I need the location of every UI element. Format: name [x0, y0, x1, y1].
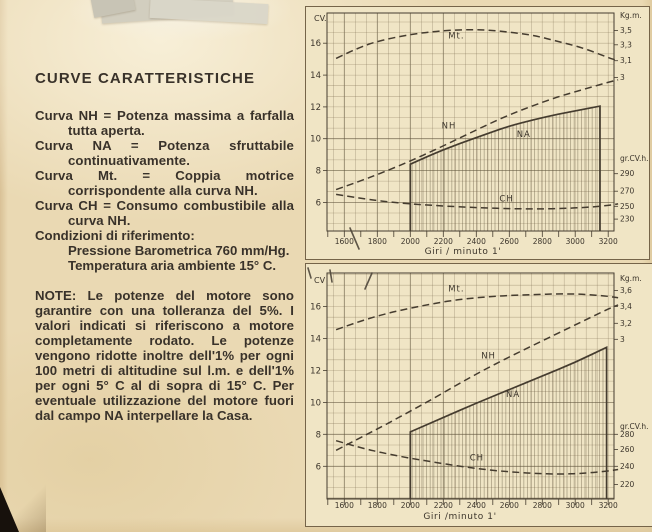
conditions-line: Temperatura aria ambiente 15° C.	[68, 258, 277, 273]
curve-label-na: NA	[506, 389, 521, 400]
right-tick-label: 3,5	[620, 26, 632, 35]
right-tick-label: 3,2	[620, 318, 632, 328]
right-tick-label: 3	[620, 334, 625, 344]
x-tick-label: 2200	[433, 501, 453, 510]
pen-mark	[308, 268, 311, 278]
curve-label-ch: CH	[469, 453, 485, 464]
right-axis-title: gr.CV.h.	[620, 154, 649, 164]
x-tick-label: 2800	[532, 237, 552, 246]
x-tick-label: 3200	[598, 501, 618, 510]
na-field-hatch	[410, 347, 606, 499]
right-tick-label: 3,4	[620, 302, 632, 311]
engine-curves-chart-bottom	[306, 264, 652, 526]
x-tick-label: 1600	[334, 237, 354, 246]
text-column	[35, 70, 294, 423]
y-tick-label: 16	[310, 39, 321, 50]
curve-mt	[336, 30, 618, 61]
curve-label-nh: NH	[441, 121, 457, 132]
note-text: Le potenze del motore sono garantire con una tolleranza del 5%. I valori indicati si riferiscono a motore completamente rodato. Le potenze vengono ridotte inoltre dell'1% per ogni 100 metri di altitudine sul l.m. e dell'1% per ogni 5° C al di sopra di 15° C. Per eventuale utilizzazione del motore fuori dal campo NA interpellare la Casa.	[35, 288, 294, 423]
curve-label-mt: Mt.	[448, 31, 465, 42]
legend-term: Curva NH	[35, 108, 98, 123]
y-tick-label: 16	[310, 302, 321, 313]
right-tick-label: 280	[620, 429, 635, 439]
y-tick-label: 8	[315, 166, 321, 177]
conditions-title: Condizioni di riferimento:	[35, 228, 195, 243]
page-title: CURVE CARATTERISTICHE	[35, 70, 256, 87]
legend-term: Curva CH	[35, 198, 98, 213]
y-tick-label: 8	[315, 430, 321, 441]
pen-mark	[330, 270, 332, 282]
engine-curves-chart-top	[306, 7, 649, 259]
note-paragraph	[35, 288, 294, 423]
legend-desc: = Potenza massima a farfalla tutta aperta.	[68, 108, 295, 138]
x-tick-label: 3200	[598, 237, 618, 246]
y-tick-label: 10	[310, 398, 321, 409]
legend-item-ch	[35, 198, 294, 228]
right-tick-label: 3,6	[620, 286, 632, 296]
y-tick-label: 12	[310, 366, 321, 377]
legend-desc: = Potenza sfruttabile continuativamente.	[68, 138, 294, 168]
legend-desc: = Coppia motrice corrispondente alla curva NH.	[68, 168, 295, 198]
curve-label-na: NA	[516, 130, 531, 141]
right-tick-label: 230	[620, 214, 635, 224]
x-tick-label: 2200	[433, 237, 453, 246]
right-tick-label: 270	[620, 186, 635, 196]
legend-term: Curva NA	[35, 138, 112, 153]
legend-term: Curva Mt.	[35, 168, 118, 183]
x-tick-label: 2800	[532, 501, 552, 510]
right-tick-label: 3,3	[620, 40, 632, 50]
chart-bottom-panel	[305, 263, 652, 527]
legend-item-mt	[35, 168, 294, 198]
right-tick-label: 220	[620, 480, 635, 490]
na-field-hatch	[410, 106, 600, 231]
right-tick-label: 290	[620, 169, 635, 179]
right-tick-label: 240	[620, 461, 635, 471]
right-tick-label: 3	[620, 72, 625, 82]
x-tick-label: 2400	[466, 501, 486, 510]
y-tick-label: 6	[315, 462, 321, 473]
right-tick-label: 250	[620, 201, 635, 211]
x-tick-label: 2400	[466, 237, 486, 246]
legend-desc: = Consumo combustibile alla curva NH.	[68, 198, 295, 228]
x-tick-label: 1800	[367, 237, 387, 246]
legend-item-na	[35, 138, 294, 168]
x-tick-label: 1600	[334, 501, 354, 510]
x-tick-label: 3000	[565, 501, 585, 510]
chart-top-panel	[305, 6, 650, 260]
x-tick-label: 1800	[367, 501, 387, 510]
y-axis-title-cv: CV	[314, 276, 326, 285]
x-tick-label: 2600	[499, 237, 519, 246]
x-tick-label: 2000	[400, 237, 420, 246]
note-label: NOTE:	[35, 288, 77, 303]
x-axis-title: Giri /minuto 1'	[423, 512, 497, 522]
y-tick-label: 14	[310, 71, 321, 82]
y-tick-label: 10	[310, 134, 321, 145]
y-tick-label: 6	[315, 198, 321, 209]
legend-item-nh	[35, 108, 294, 138]
conditions-line: Pressione Barometrica 760 mm/Hg.	[68, 243, 290, 258]
y-tick-label: 12	[310, 102, 321, 113]
curve-label-ch: CH	[499, 194, 514, 205]
curve-label-nh: NH	[481, 351, 496, 362]
x-tick-label: 3000	[565, 237, 585, 246]
x-tick-label: 2600	[499, 501, 519, 510]
right-axis-title: Kg.m.	[620, 274, 642, 284]
x-tick-label: 2000	[400, 501, 420, 510]
curve-label-mt: Mt.	[448, 284, 465, 295]
x-axis-title: Giri / minuto 1'	[424, 247, 502, 257]
y-tick-label: 14	[310, 334, 321, 345]
right-axis-title: gr.CV.h.	[620, 421, 649, 431]
right-tick-label: 3,1	[620, 56, 632, 66]
y-axis-title-cv: CV.	[314, 14, 327, 23]
right-tick-label: 260	[620, 445, 635, 454]
right-axis-title: Kg.m.	[620, 10, 642, 20]
